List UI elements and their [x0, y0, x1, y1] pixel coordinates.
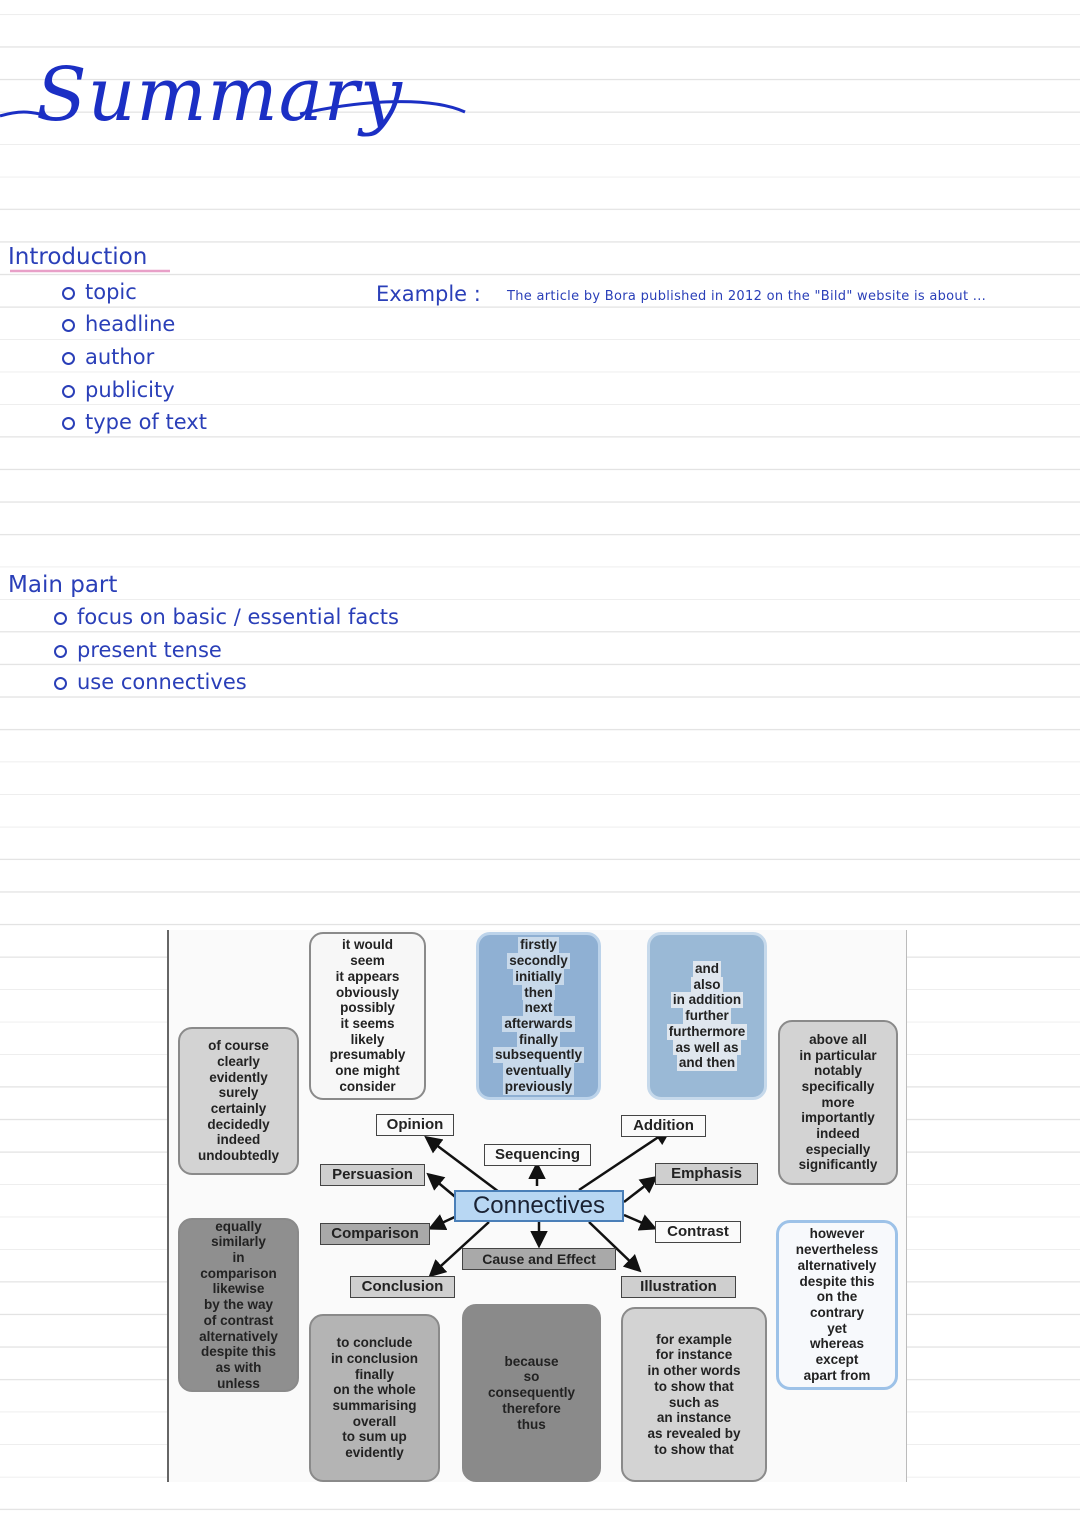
illustration-phrase: for instance: [655, 1347, 733, 1363]
opinion-phrase: possibly: [340, 1000, 395, 1016]
main-bullet-present-tense: present tense: [54, 638, 222, 662]
sequencing-phrase: afterwards: [504, 1016, 573, 1031]
opinion-phrase: likely: [350, 1031, 385, 1047]
addition-phrase: further: [685, 1008, 729, 1024]
category-opinion: Opinion: [376, 1114, 454, 1136]
comparison-phrase: despite this: [200, 1344, 276, 1360]
addition-phrase: and then: [678, 1055, 736, 1071]
conclusion-box: [309, 1314, 440, 1482]
illustration-phrase: to show that: [654, 1378, 734, 1394]
comparison-phrase: similarly: [211, 1234, 266, 1250]
cause-effect-phrase: because: [504, 1353, 559, 1369]
conclusion-phrase: evidently: [345, 1445, 404, 1461]
comparison-phrase: alternatively: [199, 1328, 278, 1344]
intro-bullet-headline: headline: [62, 312, 175, 336]
comparison-phrase: unless: [217, 1375, 260, 1391]
contrast-phrase: contrary: [809, 1305, 865, 1320]
persuasion-phrase: evidently: [209, 1069, 268, 1085]
contrast-phrase: despite this: [799, 1273, 875, 1289]
persuasion-phrase: decidedly: [207, 1116, 270, 1132]
contrast-phrase: whereas: [809, 1336, 865, 1352]
persuasion-phrase: clearly: [217, 1053, 260, 1069]
contrast-phrase: except: [815, 1352, 859, 1368]
contrast-phrase: apart from: [803, 1367, 871, 1383]
page-title: Summary: [36, 52, 403, 138]
category-addition: Addition: [621, 1115, 706, 1137]
sequencing-phrase: finally: [518, 1031, 558, 1047]
opinion-phrase: it would: [342, 937, 393, 953]
category-comparison: Comparison: [320, 1223, 430, 1245]
illustration-phrase: in other words: [647, 1363, 741, 1379]
category-sequencing: Sequencing: [484, 1144, 591, 1166]
addition-phrase: also: [693, 976, 721, 992]
main-bullet-connectives: use connectives: [54, 670, 247, 694]
persuasion-phrase: indeed: [216, 1132, 261, 1148]
intro-bullet-topic: topic: [62, 280, 137, 304]
sequencing-phrase: eventually: [505, 1063, 572, 1079]
emphasis-phrase: importantly: [801, 1110, 875, 1126]
opinion-box: [309, 932, 426, 1100]
illustration-phrase: an instance: [656, 1410, 732, 1426]
introduction-underline: [8, 268, 173, 274]
sequencing-phrase: subsequently: [494, 1047, 583, 1063]
emphasis-phrase: notably: [813, 1063, 862, 1079]
persuasion-box: [178, 1027, 299, 1175]
sequencing-phrase: next: [524, 1000, 553, 1016]
introduction-heading: Introduction: [8, 244, 148, 270]
sequencing-box: [476, 932, 601, 1100]
opinion-phrase: consider: [339, 1078, 396, 1094]
category-cause-and-effect: Cause and Effect: [462, 1248, 616, 1270]
main-bullet-focus: focus on basic / essential facts: [54, 605, 399, 629]
intro-bullet-type-of-text: type of text: [62, 410, 207, 434]
title-underline-swash: [0, 70, 480, 140]
comparison-phrase: in: [232, 1250, 245, 1266]
persuasion-phrase: of course: [208, 1038, 269, 1054]
persuasion-phrase: certainly: [210, 1101, 267, 1116]
conclusion-phrase: to sum up: [342, 1429, 407, 1445]
opinion-phrase: seem: [350, 953, 385, 969]
illustration-phrase: such as: [668, 1394, 720, 1410]
comparison-phrase: equally: [215, 1218, 262, 1234]
addition-phrase: in addition: [672, 992, 742, 1008]
opinion-phrase: one might: [335, 1063, 400, 1079]
conclusion-phrase: summarising: [332, 1398, 417, 1413]
emphasis-phrase: more: [821, 1094, 855, 1110]
addition-phrase: and: [694, 961, 719, 977]
contrast-phrase: alternatively: [797, 1257, 877, 1273]
contrast-phrase: nevertheless: [795, 1242, 879, 1258]
opinion-phrase: presumably: [329, 1047, 406, 1063]
conclusion-phrase: to conclude: [336, 1335, 413, 1351]
intro-bullet-author: author: [62, 345, 154, 369]
example-text: The article by Bora published in 2012 on the "Bild" website is about ...: [507, 289, 987, 304]
emphasis-phrase: significantly: [798, 1157, 878, 1173]
comparison-phrase: of contrast: [203, 1312, 274, 1328]
sequencing-phrase: firstly: [520, 937, 557, 953]
emphasis-phrase: especially: [805, 1141, 871, 1157]
addition-phrase: furthermore: [668, 1023, 746, 1039]
emphasis-box: [778, 1020, 898, 1185]
emphasis-phrase: above all: [809, 1031, 867, 1047]
sequencing-phrase: secondly: [509, 953, 568, 969]
comparison-box: [178, 1218, 299, 1392]
cause-effect-phrase: consequently: [487, 1385, 576, 1401]
comparison-phrase: by the way: [203, 1297, 274, 1313]
cause-effect-phrase: therefore: [502, 1400, 561, 1416]
addition-box: [647, 932, 767, 1100]
category-conclusion: Conclusion: [350, 1276, 455, 1298]
illustration-phrase: to show that: [654, 1441, 734, 1457]
sequencing-phrase: then: [524, 984, 553, 1000]
connectives-diagram: [167, 930, 907, 1482]
persuasion-phrase: undoubtedly: [198, 1148, 279, 1164]
cause-effect-box: [462, 1304, 601, 1482]
conclusion-phrase: on the whole: [333, 1382, 416, 1398]
comparison-phrase: comparison: [200, 1265, 277, 1281]
sequencing-phrase: previously: [504, 1078, 573, 1094]
sequencing-phrase: initially: [515, 968, 562, 984]
conclusion-phrase: finally: [354, 1366, 394, 1382]
category-emphasis: Emphasis: [655, 1163, 758, 1185]
conclusion-phrase: in conclusion: [330, 1350, 418, 1366]
category-persuasion: Persuasion: [320, 1164, 425, 1186]
contrast-phrase: yet: [827, 1320, 847, 1336]
category-illustration: Illustration: [621, 1276, 736, 1298]
contrast-box: [776, 1220, 898, 1390]
illustration-phrase: as revealed by: [647, 1425, 741, 1441]
illustration-phrase: for example: [656, 1331, 732, 1347]
category-contrast: Contrast: [655, 1221, 741, 1243]
persuasion-phrase: surely: [218, 1085, 259, 1101]
connectives-center-node: Connectives: [454, 1190, 624, 1222]
emphasis-phrase: in particular: [799, 1047, 877, 1063]
main-part-heading: Main part: [8, 572, 118, 598]
opinion-phrase: obviously: [335, 984, 399, 1000]
conclusion-phrase: overall: [352, 1413, 397, 1429]
intro-bullet-publicity: publicity: [62, 378, 175, 402]
comparison-phrase: as with: [215, 1359, 262, 1375]
contrast-phrase: however: [809, 1226, 865, 1242]
opinion-phrase: it seems: [340, 1016, 395, 1031]
addition-phrase: as well as: [675, 1039, 739, 1055]
comparison-phrase: likewise: [212, 1281, 265, 1297]
illustration-box: [621, 1307, 767, 1482]
cause-effect-phrase: thus: [517, 1416, 546, 1432]
example-label: Example :: [376, 282, 481, 306]
emphasis-phrase: indeed: [816, 1126, 860, 1142]
opinion-phrase: it appears: [335, 968, 400, 984]
cause-effect-phrase: so: [523, 1369, 540, 1385]
emphasis-phrase: specifically: [801, 1078, 875, 1094]
contrast-phrase: on the: [816, 1289, 858, 1305]
